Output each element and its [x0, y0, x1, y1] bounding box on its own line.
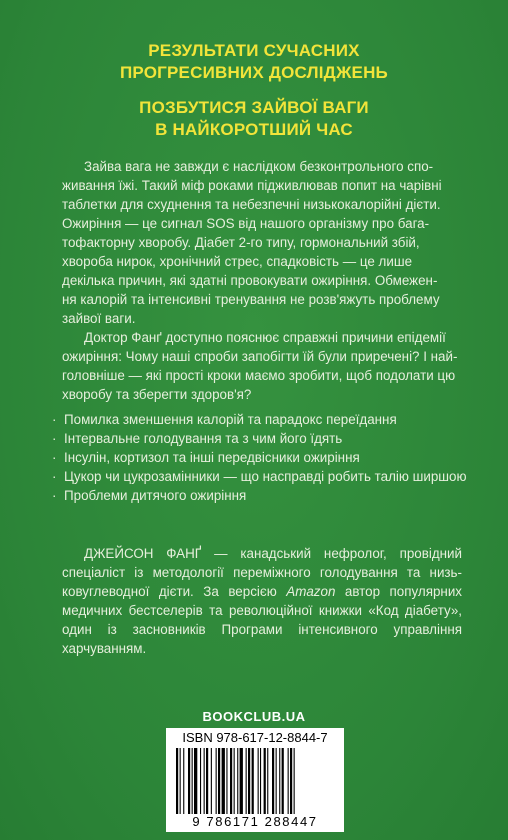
bullet-item: · Інтервальне голодування та з чим його їдять	[52, 431, 343, 446]
barcode-bar	[176, 748, 178, 814]
intro-line: таблетки для схуднення та небезпечні низькокалорійні дієти.	[62, 197, 441, 212]
barcode-bar	[188, 748, 190, 814]
bullet-dot-icon: ·	[52, 412, 57, 427]
intro-line: декілька причин, які здатні провокувати ожиріння. Обмежен-	[62, 273, 438, 288]
barcode-bar	[200, 748, 201, 814]
bullet-item: · Помилка зменшення калорій та парадокс переїдання	[52, 412, 397, 427]
barcode-bar	[194, 748, 197, 814]
barcode-digits: 9 786171 288447	[192, 814, 318, 829]
barcode-bar	[230, 748, 232, 814]
question-line: ожиріння: Чому наші спроби запобігти їй були приречені? І най-	[62, 349, 458, 364]
barcode-bar	[260, 748, 261, 814]
subheading-line-1: ПОЗБУТИСЯ ЗАЙВОЇ ВАГИ	[139, 98, 369, 117]
barcode-bar	[216, 748, 217, 814]
barcode-bar	[267, 748, 268, 814]
question-line: Доктор Фанґ доступно пояснює справжні причини епідемії	[84, 330, 446, 345]
barcode-bar	[246, 748, 247, 814]
intro-line: ня калорій та інтенсивні тренування не розв'яжуть проблему	[62, 292, 440, 307]
barcode-bar	[234, 748, 235, 814]
author-bio: ДЖЕЙСОН ФАНҐ — канадський нефролог, провідний спеціаліст із методології переміжного голодування та низь-ковуглеводної дієти. За версією Amazon автор популярних медичних бестселерів та революційної книжки «Код діабету», один із засновників Програми інтенсивного управління харчуванням.	[62, 546, 462, 656]
heading-line-1: РЕЗУЛЬТАТИ СУЧАСНИХ	[148, 41, 360, 60]
barcode-bar	[237, 748, 238, 814]
barcode-label	[166, 728, 344, 832]
intro-line: тофакторну хворобу. Діабет 2-го типу, гормональний збій,	[62, 235, 420, 250]
barcode-bar	[279, 748, 280, 814]
barcode-bar	[288, 748, 289, 814]
subheading-line-2: В НАЙКОРОТШИЙ ЧАС	[155, 120, 353, 139]
intro-line: Ожиріння — це сигнал SOS від нашого організму про бага-	[62, 216, 430, 231]
barcode-bar	[290, 748, 292, 814]
bullet-item: · Проблеми дитячого ожиріння	[52, 488, 247, 503]
intro-line: зайвої ваги.	[62, 311, 136, 326]
barcode-bar	[218, 748, 220, 814]
intro-paragraph	[62, 157, 462, 328]
bullet-item: · Цукор чи цукрозамінники — що насправді робить талію ширшою	[52, 469, 467, 484]
barcode-bar	[272, 748, 274, 814]
barcode-bar	[282, 748, 284, 814]
isbn-text: ISBN 978-617-12-8844-7	[182, 730, 328, 745]
question-line: головніше — які прості кроки маємо зробити, щоб подолати цю	[62, 368, 456, 383]
barcode-bar	[252, 748, 254, 814]
bullet-list	[52, 410, 472, 505]
intro-line: живання їжі. Такий міф роками підживлював попит на чарівні	[62, 178, 442, 193]
bullet-item: · Інсулін, кортизол та інші передвісники ожиріння	[52, 450, 360, 465]
heading-line-2: ПРОГРЕСИВНИХ ДОСЛІДЖЕНЬ	[120, 63, 388, 82]
barcode-bar	[226, 748, 227, 814]
barcode-bar	[276, 748, 277, 814]
barcode-icon	[174, 748, 336, 814]
question-line: хворобу та зберегти здоров'я?	[62, 387, 252, 402]
barcode-bar	[294, 748, 295, 814]
barcode-bar	[180, 748, 181, 814]
bullet-dot-icon: ·	[52, 469, 57, 484]
barcode-bar	[206, 748, 208, 814]
intro-line: Зайва вага не завжди є наслідком безконтрольного спо-	[84, 159, 434, 174]
question-paragraph	[62, 328, 462, 404]
bullet-dot-icon: ·	[52, 450, 57, 465]
barcode-bar	[192, 748, 193, 814]
barcode-bar	[248, 748, 250, 814]
barcode-bar	[264, 748, 266, 814]
barcode-bar	[258, 748, 259, 814]
barcode-bar	[204, 748, 205, 814]
publisher-website: BOOKCLUB.UA	[202, 709, 306, 724]
barcode-bar	[211, 748, 212, 814]
intro-line: хвороба нирок, хронічний стрес, спадковість — це лише	[62, 254, 413, 269]
barcode-bar	[240, 748, 243, 814]
bullet-dot-icon: ·	[52, 488, 57, 503]
barcode-bar	[183, 748, 184, 814]
bullet-dot-icon: ·	[52, 431, 57, 446]
barcode-bar	[222, 748, 225, 814]
